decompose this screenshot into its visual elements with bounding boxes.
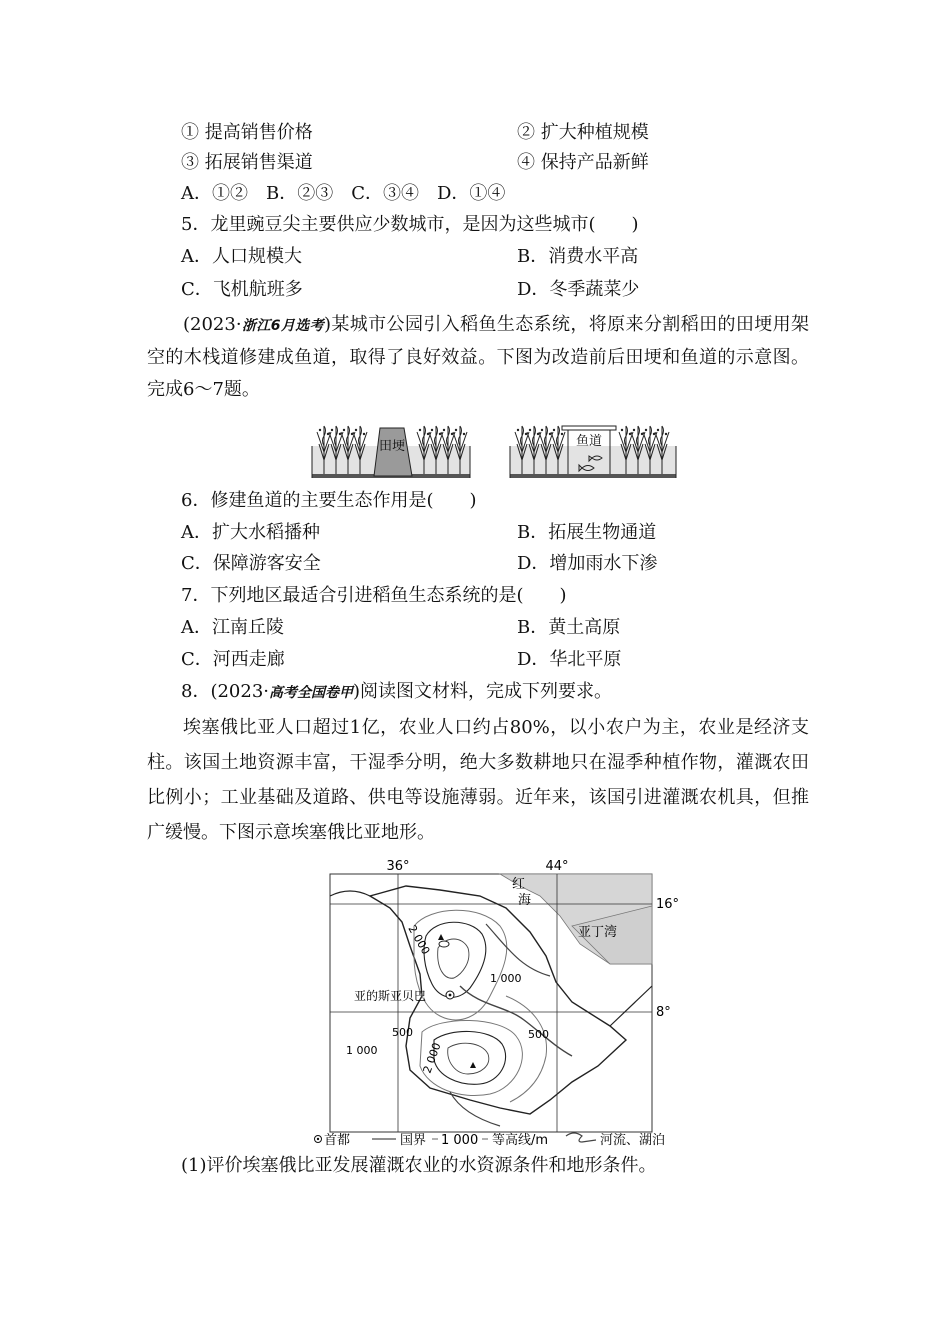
q6-choice-c: C．保障游客安全 bbox=[181, 553, 321, 574]
q7-choice-a: A．江南丘陵 bbox=[181, 617, 284, 638]
lon-44: 44° bbox=[545, 859, 569, 874]
q7-choice-c: C．河西走廊 bbox=[181, 649, 285, 670]
contour-label-500-center: 500 bbox=[392, 1026, 413, 1039]
legend-river: 河流、湖泊 bbox=[600, 1133, 666, 1148]
q6-choice-d: D．增加雨水下渗 bbox=[517, 553, 658, 574]
q7-choice-b: B．黄土高原 bbox=[517, 617, 621, 638]
paddy-before bbox=[312, 426, 470, 478]
lon-36: 36° bbox=[386, 859, 410, 874]
q8-sub1: (1)评价埃塞俄比亚发展灌溉农业的水资源条件和地形条件。 bbox=[181, 1155, 657, 1176]
q4-option-1: ① 提高销售价格 bbox=[181, 122, 313, 143]
paddy-after bbox=[510, 426, 676, 478]
contour-label-1000-west: 1 000 bbox=[346, 1044, 378, 1057]
lake bbox=[439, 941, 449, 947]
q4-option-2: ② 扩大种植规模 bbox=[517, 122, 649, 143]
q5-choice-d: D．冬季蔬菜少 bbox=[517, 279, 640, 300]
paddy-diagram bbox=[310, 418, 680, 480]
q5-choice-a: A．人口规模大 bbox=[181, 246, 302, 267]
source-tag: 浙江6月选考 bbox=[241, 318, 324, 334]
q8-material: 埃塞俄比亚人口超过1亿，农业人口约占80%，以小农户为主，农业是经济支柱。该国土地资源丰富，干湿季分明，绝大多数耕地只在湿季种植作物，灌溉农田比例小；工业基础及道路、供电等设施薄弱。近年来，该国引进灌溉农机具，但推广缓慢。下图示意埃塞俄比亚地形。 bbox=[147, 717, 809, 843]
label-yudao: 鱼道 bbox=[575, 434, 603, 449]
q7-choice-d: D．华北平原 bbox=[517, 649, 622, 670]
contour-label-2000-south: 2 000 bbox=[420, 1040, 444, 1076]
river-lake-icon bbox=[566, 1133, 596, 1142]
map-legend bbox=[315, 1132, 666, 1148]
legend-contour-value: 1 000 bbox=[441, 1133, 479, 1148]
ethiopia-map bbox=[310, 856, 680, 1152]
contour-label-2000-north: 2 000 bbox=[405, 923, 433, 957]
legend-border: 国界 bbox=[400, 1133, 427, 1148]
legend-contour: 等高线/m bbox=[492, 1133, 549, 1148]
red-sea-label-2: 海 bbox=[518, 893, 532, 908]
gulf-of-aden-label: 亚丁湾 bbox=[578, 925, 618, 940]
q4-option-4: ④ 保持产品新鲜 bbox=[517, 152, 649, 173]
label-tiangeng: 田埂 bbox=[378, 439, 406, 454]
source-tag: 高考全国卷甲 bbox=[269, 685, 354, 701]
q7-stem: 7．下列地区最适合引进稻鱼生态系统的是( ) bbox=[181, 585, 567, 606]
q6-stem: 6．修建鱼道的主要生态作用是( ) bbox=[181, 490, 477, 511]
contour-label-1000-east: 1 000 bbox=[490, 972, 522, 985]
legend-capital: 首都 bbox=[324, 1133, 351, 1148]
contour-label-500-east: 500 bbox=[528, 1028, 549, 1041]
q4-choices: A．①② B．②③ C．③④ D．①④ bbox=[181, 183, 506, 204]
q5-stem: 5．龙里豌豆尖主要供应少数城市，是因为这些城市( ) bbox=[181, 214, 639, 235]
q8-stem: 8．(2023·高考全国卷甲)阅读图文材料，完成下列要求。 bbox=[181, 681, 613, 702]
q5-choice-c: C．飞机航班多 bbox=[181, 279, 303, 300]
q4-option-3: ③ 拓展销售渠道 bbox=[181, 152, 313, 173]
lat-16: 16° bbox=[656, 897, 680, 912]
q6-choice-b: B．拓展生物通道 bbox=[517, 522, 657, 543]
intro-6-7: (2023·浙江6月选考)某城市公园引入稻鱼生态系统，将原来分割稻田的田埂用架空的木栈道修建成鱼道，取得了良好效益。下图为改造前后田埂和鱼道的示意图。完成6～7题。 bbox=[147, 314, 809, 400]
q5-choice-b: B．消费水平高 bbox=[517, 246, 639, 267]
red-sea-label-1: 红 bbox=[512, 877, 526, 892]
q6-choice-a: A．扩大水稻播种 bbox=[181, 522, 320, 543]
lat-8: 8° bbox=[656, 1005, 671, 1020]
capital-label: 亚的斯亚贝巴 bbox=[354, 989, 427, 1003]
